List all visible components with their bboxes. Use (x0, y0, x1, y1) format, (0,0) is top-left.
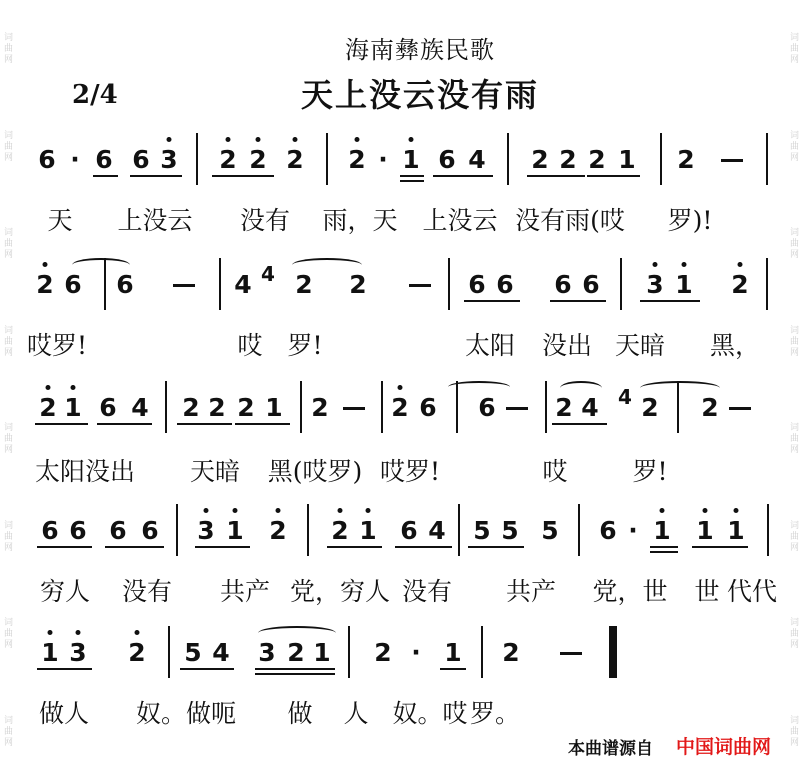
lyric-syllable: 雨，天 (322, 206, 398, 235)
bar-line (381, 381, 383, 433)
octave-dot-above (653, 262, 658, 267)
note: 6 (109, 516, 127, 545)
bar-line (578, 504, 580, 556)
note: 4 (131, 393, 149, 422)
beam-underline (255, 668, 335, 670)
note: 2 (311, 393, 329, 422)
grace-note: 4 (618, 385, 632, 409)
beam-underline (640, 300, 700, 302)
note: 1 (41, 638, 59, 667)
lyric-syllable: 哎罗! (26, 331, 88, 360)
bar-line (507, 133, 509, 185)
sustain-dash (343, 407, 365, 410)
lyric-syllable: 罗)! (667, 206, 713, 235)
lyric-syllable: 没有 (121, 577, 173, 606)
side-watermark-left: 词曲网 词曲网 词曲网 词曲网 词曲网 词曲网 词曲网 词曲网 (2, 32, 12, 748)
octave-dot-above (660, 508, 665, 513)
octave-dot-above (76, 630, 81, 635)
sustain-dash (506, 407, 528, 410)
note: 2 (701, 393, 719, 422)
bar-line (545, 381, 547, 433)
tie-arc (560, 381, 602, 395)
beam-underline (180, 668, 234, 670)
note: 2 (677, 145, 695, 174)
note: 2 (237, 393, 255, 422)
bar-line (458, 504, 460, 556)
augmentation-dot: · (378, 145, 388, 174)
bar-line (348, 626, 350, 678)
octave-dot-above (46, 385, 51, 390)
beam-underline (552, 423, 607, 425)
note: 6 (478, 393, 496, 422)
lyric-syllable: 共产 (219, 577, 271, 606)
sustain-dash (560, 652, 582, 655)
note: 2 (36, 270, 54, 299)
octave-dot-above (204, 508, 209, 513)
lyric-syllable: 没有 (401, 577, 453, 606)
time-signature: 2/4 (72, 80, 118, 110)
note: 1 (313, 638, 331, 667)
note: 5 (473, 516, 491, 545)
lyric-syllable: 哎 (237, 331, 263, 360)
note: 2 (559, 145, 577, 174)
note: 4 (581, 393, 599, 422)
note: 1 (727, 516, 745, 545)
song-title: 天上没云没有雨 (300, 76, 539, 114)
lyric-syllable: 世 (694, 577, 720, 606)
side-watermark-right: 词曲网 词曲网 词曲网 词曲网 词曲网 词曲网 词曲网 词曲网 (788, 32, 798, 748)
note: 2 (39, 393, 57, 422)
grace-note: 4 (261, 262, 275, 286)
note: 1 (653, 516, 671, 545)
note: 3 (69, 638, 87, 667)
note: 1 (64, 393, 82, 422)
octave-dot-above (167, 137, 172, 142)
octave-dot-above (703, 508, 708, 513)
note: 2 (208, 393, 226, 422)
song-origin: 海南彝族民歌 (345, 36, 495, 64)
final-bar-line (611, 626, 617, 678)
octave-dot-above (738, 262, 743, 267)
sustain-dash (409, 284, 431, 287)
note: 2 (348, 145, 366, 174)
augmentation-dot: · (628, 516, 638, 545)
bar-line (767, 504, 769, 556)
lyric-syllable: 没出 (541, 331, 593, 360)
octave-dot-above (293, 137, 298, 142)
beam-underline (235, 423, 290, 425)
lyric-syllable: 上没云 (117, 206, 193, 235)
bar-line (660, 133, 662, 185)
beam-underline (35, 423, 88, 425)
octave-dot-above (338, 508, 343, 513)
note: 6 (116, 270, 134, 299)
beam-underline (464, 300, 520, 302)
bar-line (766, 133, 768, 185)
bar-line (448, 258, 450, 310)
site-link[interactable]: 中国词曲网 (676, 736, 772, 758)
note: 6 (468, 270, 486, 299)
note: 6 (41, 516, 59, 545)
note: 4 (234, 270, 252, 299)
note: 3 (197, 516, 215, 545)
octave-dot-above (256, 137, 261, 142)
lyric-syllable: 黑， (709, 331, 761, 360)
beam-underline (177, 423, 232, 425)
lyric-syllable: 太阳没出 (34, 457, 136, 486)
octave-dot-above (43, 262, 48, 267)
beam-underline (212, 175, 274, 177)
note: 6 (95, 145, 113, 174)
bar-line (196, 133, 198, 185)
note: 2 (531, 145, 549, 174)
beam-underline (195, 546, 250, 548)
lyric-syllable: 人 (343, 699, 369, 728)
note: 2 (219, 145, 237, 174)
augmentation-dot: · (411, 638, 421, 667)
octave-dot-above (135, 630, 140, 635)
lyric-syllable: 上没云 (422, 206, 498, 235)
note: 1 (444, 638, 462, 667)
note: 3 (258, 638, 276, 667)
octave-dot-above (355, 137, 360, 142)
note: 1 (402, 145, 420, 174)
note: 3 (646, 270, 664, 299)
note: 6 (400, 516, 418, 545)
note: 5 (184, 638, 202, 667)
lyric-syllable: 罗! (287, 331, 323, 360)
octave-dot-above (226, 137, 231, 142)
bar-line (326, 133, 328, 185)
note: 2 (731, 270, 749, 299)
note: 2 (128, 638, 146, 667)
note: 6 (99, 393, 117, 422)
note: 1 (696, 516, 714, 545)
lyric-syllable: 做 (287, 699, 313, 728)
lyric-syllable: 哎罗! (379, 457, 441, 486)
lyric-syllable: 没有雨(哎 (515, 206, 625, 235)
note: 2 (641, 393, 659, 422)
beam-underline (587, 175, 640, 177)
note: 3 (160, 145, 178, 174)
octave-dot-above (682, 262, 687, 267)
octave-dot-above (734, 508, 739, 513)
note: 4 (468, 145, 486, 174)
lyric-syllable: 哎 (542, 457, 568, 486)
note: 5 (501, 516, 519, 545)
note: 2 (555, 393, 573, 422)
bar-line (481, 626, 483, 678)
tie-arc (292, 258, 362, 272)
note: 6 (419, 393, 437, 422)
note: 6 (69, 516, 87, 545)
note: 2 (249, 145, 267, 174)
note: 6 (141, 516, 159, 545)
beam-underline (327, 546, 382, 548)
bar-line (307, 504, 309, 556)
octave-dot-above (71, 385, 76, 390)
note: 2 (391, 393, 409, 422)
note: 6 (132, 145, 150, 174)
lyric-syllable: 党，世 (592, 577, 668, 606)
beam-underline (395, 546, 452, 548)
beam-underline (37, 546, 92, 548)
note: 2 (287, 638, 305, 667)
note: 2 (349, 270, 367, 299)
note: 1 (265, 393, 283, 422)
bar-line (300, 381, 302, 433)
lyric-syllable: 做人 (38, 699, 90, 728)
note: 2 (295, 270, 313, 299)
note: 4 (428, 516, 446, 545)
lyric-syllable: 天暗 (614, 331, 666, 360)
note: 6 (554, 270, 572, 299)
note: 6 (38, 145, 56, 174)
octave-dot-above (398, 385, 403, 390)
bar-line (219, 258, 221, 310)
note: 2 (502, 638, 520, 667)
note: 5 (541, 516, 559, 545)
note: 4 (212, 638, 230, 667)
sustain-dash (721, 159, 743, 162)
lyric-syllable: 奴。做呃 (135, 699, 237, 728)
note: 2 (588, 145, 606, 174)
beam-underline (400, 175, 424, 177)
beam-underline (105, 546, 164, 548)
beam-underline (400, 180, 424, 182)
octave-dot-above (409, 137, 414, 142)
beam-underline (550, 300, 606, 302)
lyric-syllable: 奴。哎 (392, 699, 468, 728)
octave-dot-above (48, 630, 53, 635)
lyric-syllable: 天暗 (189, 457, 241, 486)
beam-underline (130, 175, 182, 177)
beam-underline (650, 546, 678, 548)
beam-underline (468, 546, 524, 548)
note: 1 (675, 270, 693, 299)
source-label: 本曲谱源自 (568, 739, 653, 759)
octave-dot-above (276, 508, 281, 513)
beam-underline (440, 668, 466, 670)
octave-dot-above (233, 508, 238, 513)
lyric-syllable: 穷人 (39, 577, 91, 606)
bar-line (165, 381, 167, 433)
beam-underline (433, 175, 493, 177)
lyric-syllable: 罗。 (469, 699, 521, 728)
beam-underline (37, 668, 92, 670)
note: 6 (582, 270, 600, 299)
beam-underline (97, 423, 152, 425)
beam-underline (93, 175, 118, 177)
note: 6 (438, 145, 456, 174)
note: 1 (359, 516, 377, 545)
note: 1 (226, 516, 244, 545)
lyric-syllable: 代代 (726, 577, 778, 606)
note: 2 (269, 516, 287, 545)
lyric-syllable: 黑(哎罗) (267, 457, 363, 486)
beam-underline (527, 175, 585, 177)
sustain-dash (729, 407, 751, 410)
lyric-syllable: 太阳 (464, 331, 516, 360)
note: 2 (331, 516, 349, 545)
tie-arc (448, 381, 510, 393)
sustain-dash (173, 284, 195, 287)
bar-line (766, 258, 768, 310)
note: 6 (64, 270, 82, 299)
lyric-syllable: 罗! (632, 457, 668, 486)
note: 6 (496, 270, 514, 299)
tie-arc (72, 258, 130, 272)
bar-line (620, 258, 622, 310)
bar-line (168, 626, 170, 678)
lyric-syllable: 没有 (239, 206, 291, 235)
lyric-syllable: 天 (47, 206, 73, 235)
lyric-syllable: 党，穷人 (289, 577, 391, 606)
octave-dot-above (366, 508, 371, 513)
note: 2 (182, 393, 200, 422)
beam-underline (692, 546, 748, 548)
bar-line (176, 504, 178, 556)
note: 2 (286, 145, 304, 174)
augmentation-dot: · (70, 145, 80, 174)
note: 2 (374, 638, 392, 667)
tie-arc (640, 381, 720, 395)
tie-arc (258, 626, 336, 640)
beam-underline (650, 551, 678, 553)
lyric-syllable: 共产 (505, 577, 557, 606)
beam-underline (255, 673, 335, 675)
note: 6 (599, 516, 617, 545)
note: 1 (618, 145, 636, 174)
